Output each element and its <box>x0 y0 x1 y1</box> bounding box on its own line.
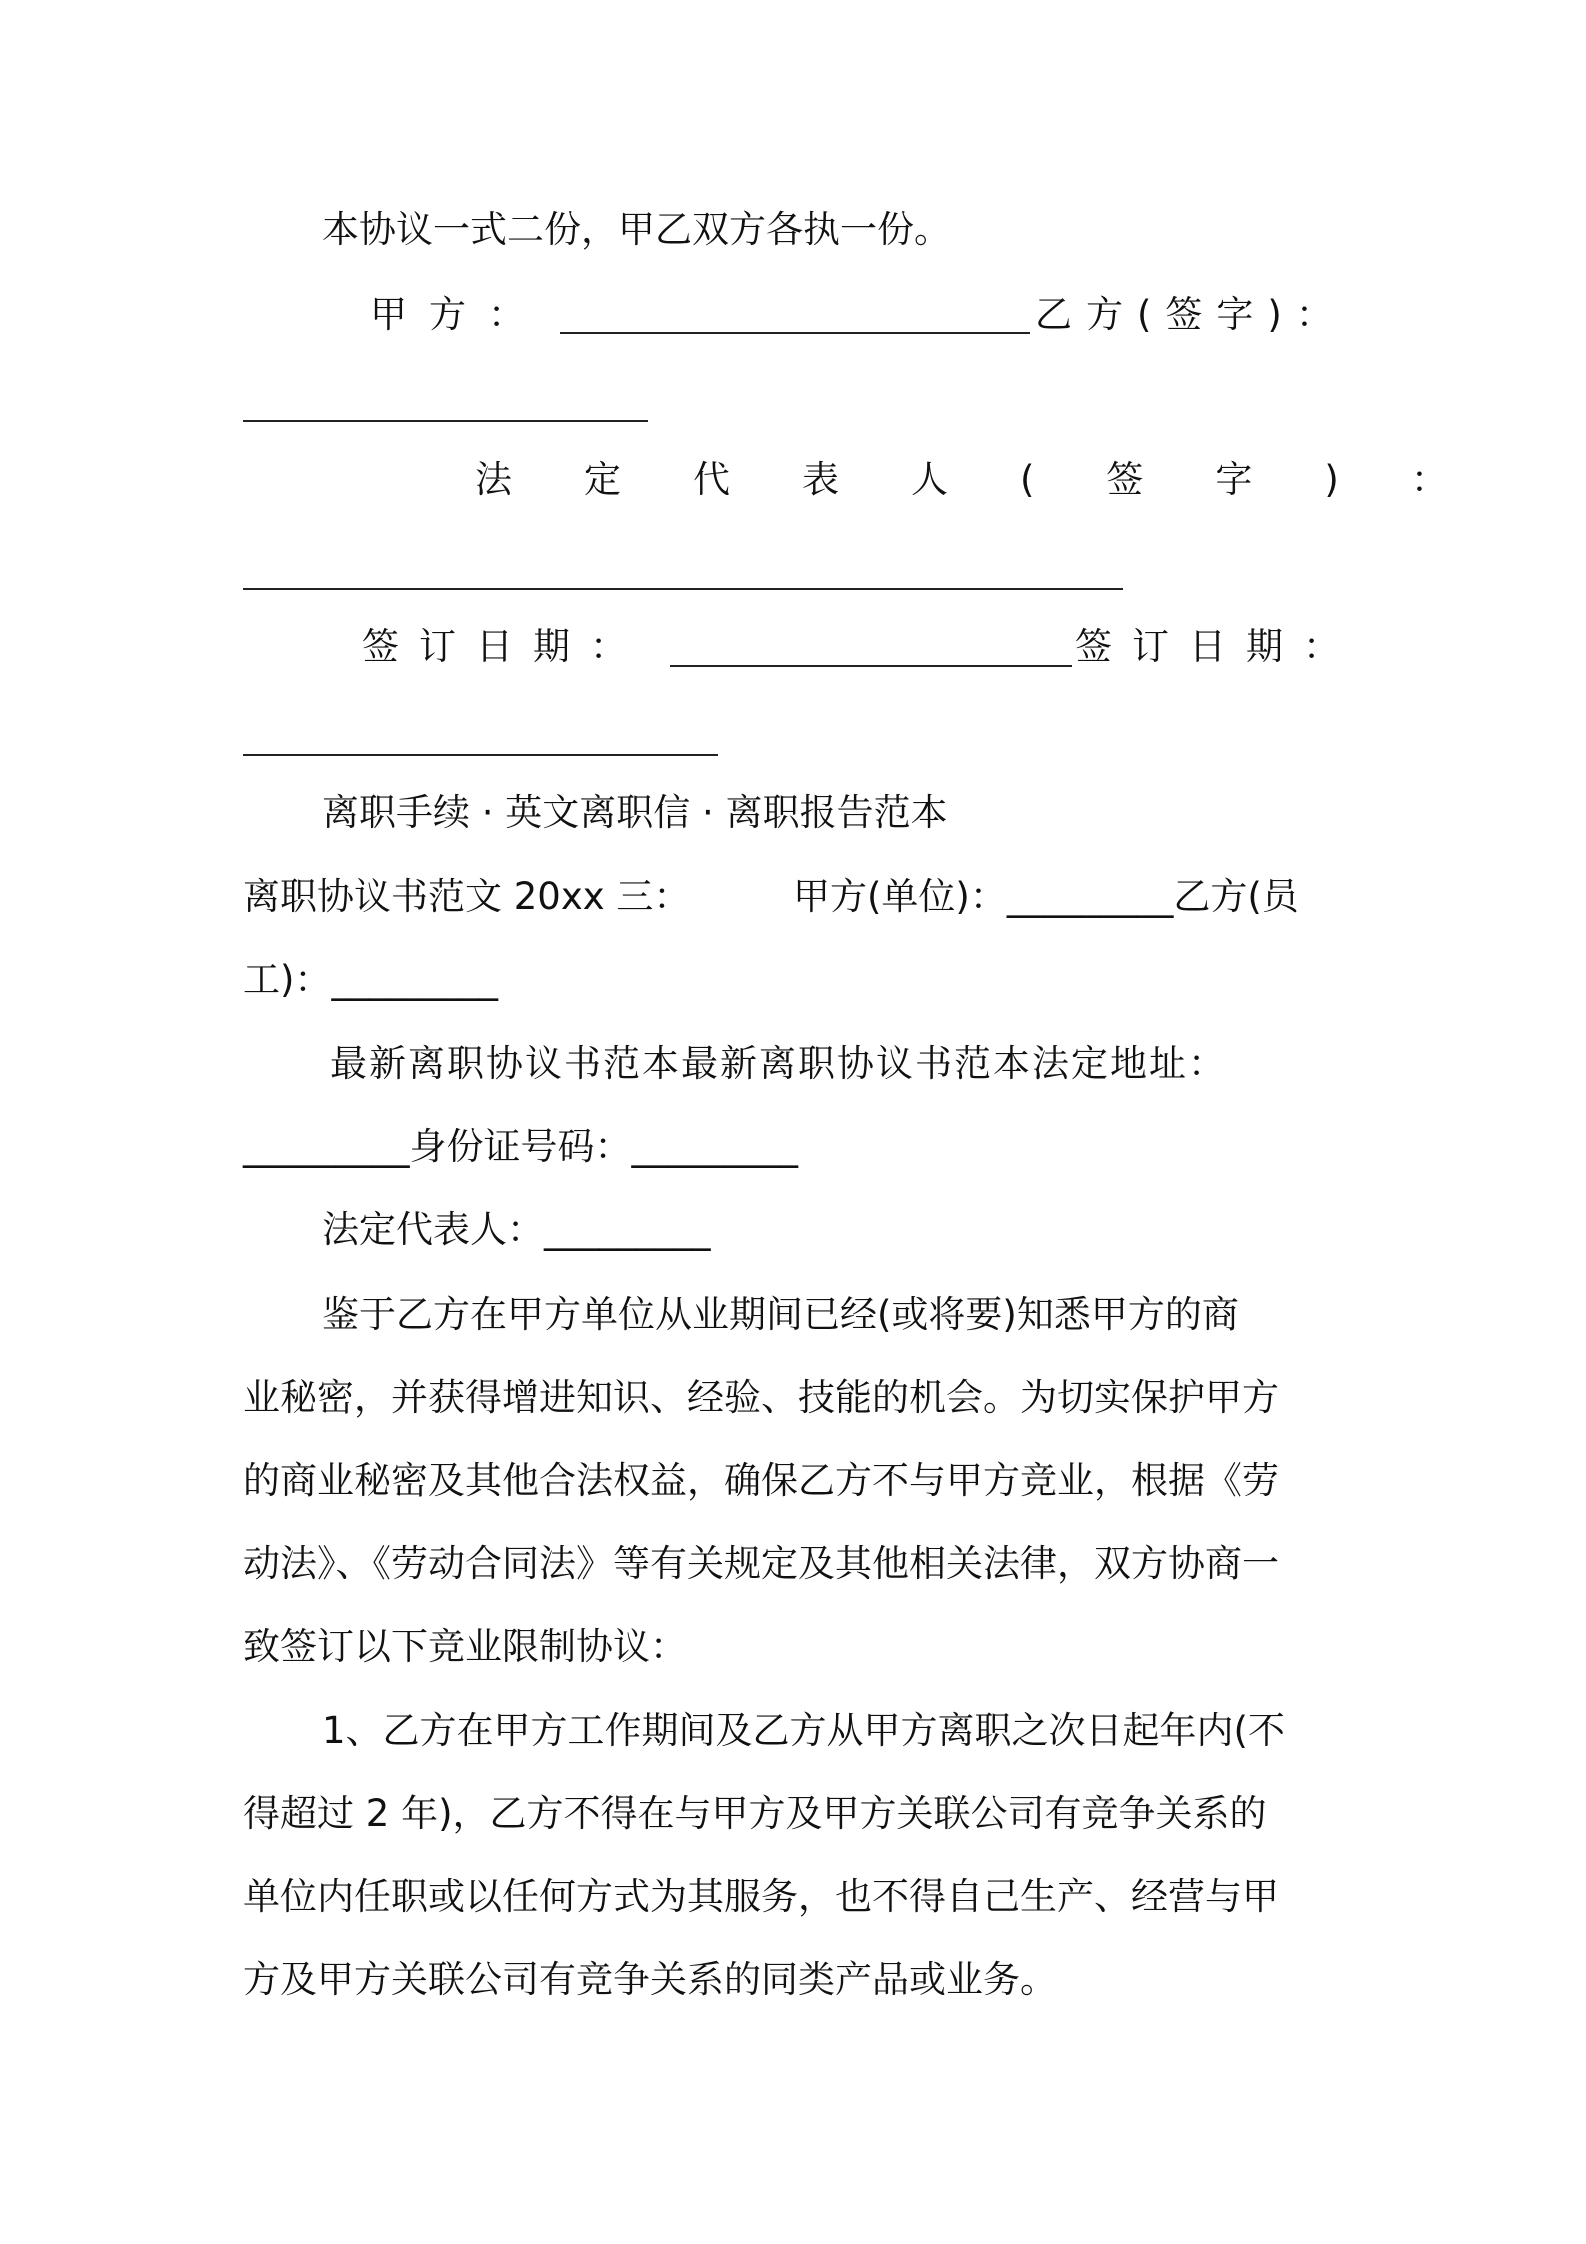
sign-date-b-line <box>243 754 718 756</box>
para1-line-4: 动法》、《劳动合同法》等有关规定及其他相关法律，双方协商一 <box>243 1542 1279 1585</box>
legal-rep-sign-label: 法定代表人(签字)： <box>475 458 1520 501</box>
party-b-sign-label: 乙方(签字)： <box>1035 293 1347 336</box>
party-b-employee-row <box>243 955 643 1005</box>
sign-date-a-label: 签订日期： <box>362 625 647 668</box>
party-b-employee-label-start: 乙方(员 <box>1173 875 1299 918</box>
party-b-employee-blank: _________ <box>331 958 498 1001</box>
party-b-signature-line <box>243 420 648 422</box>
legal-rep-blank: _________ <box>544 1208 711 1251</box>
party-b-employee-label-end: 工)： <box>243 958 332 1001</box>
party-a-unit-blank: _________ <box>1006 875 1174 918</box>
para1-line-5: 致签订以下竞业限制协议： <box>243 1625 687 1668</box>
address-id-row <box>243 1122 943 1172</box>
sign-date-b-label: 签订日期： <box>1075 625 1360 668</box>
para2-line-3: 单位内任职或以任何方式为其服务，也不得自己生产、经营与甲 <box>243 1875 1279 1918</box>
para1-line-3: 的商业秘密及其他合法权益，确保乙方不与甲方竞业，根据《劳 <box>243 1459 1279 1502</box>
para2-line-2: 得超过 2 年)，乙方不得在与甲方及甲方关联公司有竞争关系的 <box>243 1792 1267 1835</box>
para1-line-1: 鉴于乙方在甲方单位从业期间已经(或将要)知悉甲方的商 <box>322 1293 1239 1336</box>
id-number-blank: _________ <box>631 1125 798 1168</box>
party-a-label: 甲方： <box>370 293 547 336</box>
sign-date-a-line <box>670 665 1072 667</box>
para1-line-2: 业秘密，并获得增进知识、经验、技能的机会。为切实保护甲方 <box>243 1376 1279 1419</box>
related-links[interactable]: 离职手续 · 英文离职信 · 离职报告范本 <box>322 791 948 834</box>
para2-line-4: 方及甲方关联公司有竞争关系的同类产品或业务。 <box>243 1958 1057 2001</box>
para2-line-1: 1、乙方在甲方工作期间及乙方从甲方离职之次日起年内(不 <box>322 1709 1285 1752</box>
copies-statement: 本协议一式二份，甲乙双方各执一份。 <box>322 208 951 251</box>
legal-rep-row <box>322 1205 922 1255</box>
party-a-signature-line <box>560 332 1030 334</box>
legal-rep-label: 法定代表人： <box>322 1208 544 1251</box>
id-number-label: 身份证号码： <box>409 1125 632 1168</box>
party-a-unit-label: 甲方(单位)： <box>793 875 1007 918</box>
party-a-unit-row <box>793 872 1353 922</box>
address-blank: _________ <box>243 1125 410 1168</box>
latest-template-line: 最新离职协议书范本最新离职协议书范本法定地址： <box>330 1042 1227 1085</box>
sample-heading: 离职协议书范文 20xx 三： <box>243 875 691 918</box>
legal-rep-signature-line <box>243 588 1123 590</box>
